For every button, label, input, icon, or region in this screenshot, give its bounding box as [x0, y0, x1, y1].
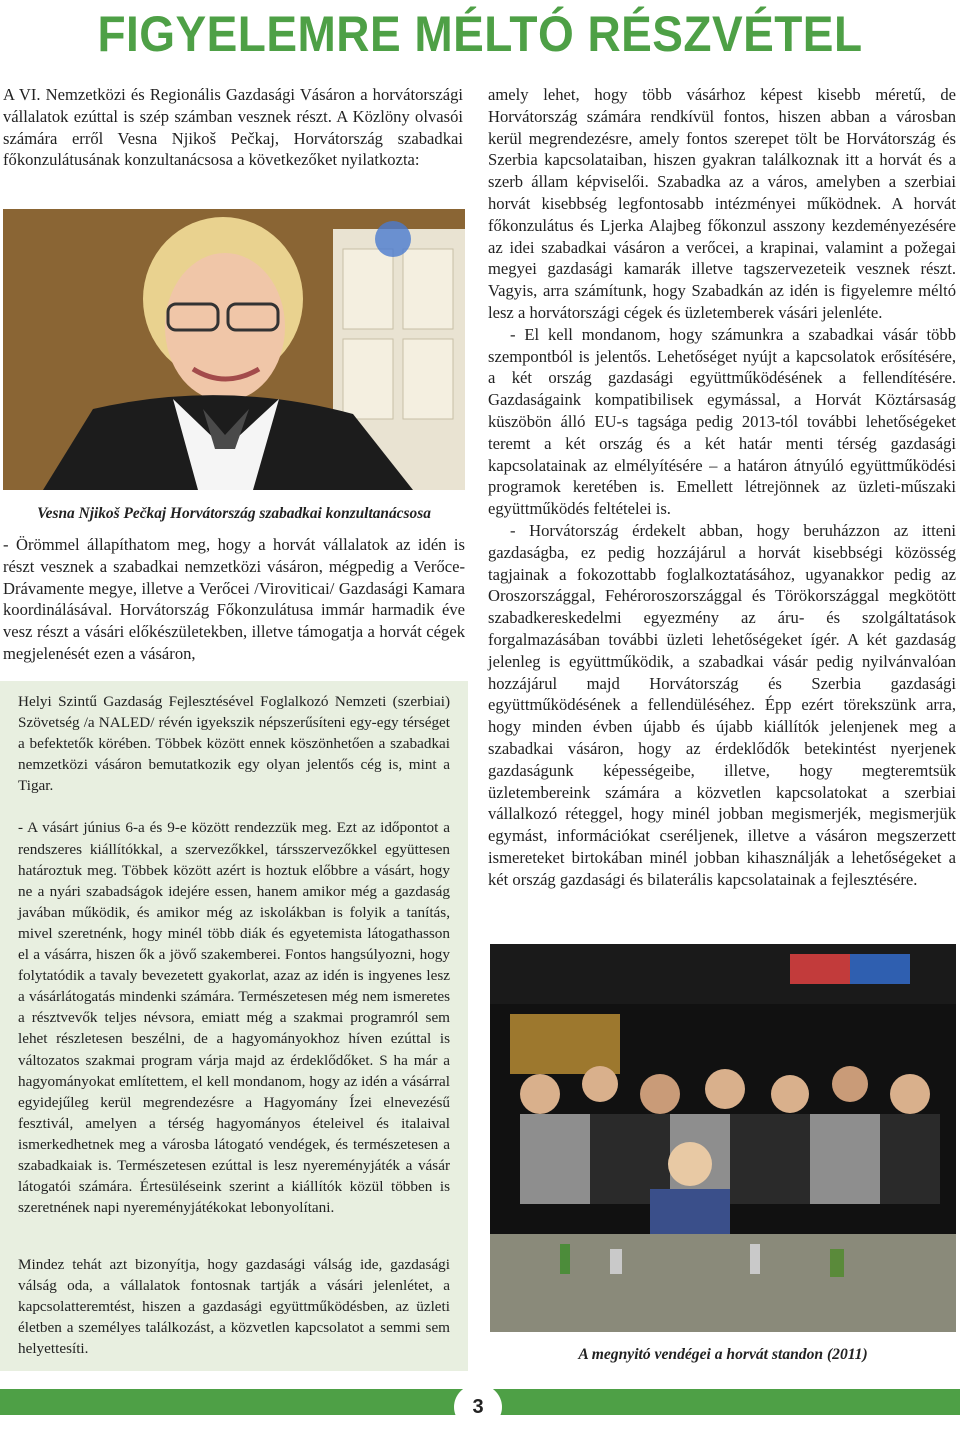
portrait-illustration: [3, 209, 465, 490]
box-paragraph-3: Mindez tehát azt bizonyítja, hogy gazdasági válság ide, gazdasági válság oda, a vállalatok fontosnak tartják a vásári jelenlétet, a kapcsolatteremtést, hiszen a gazdasági együttműködésben, az üzleti életben a személyes találkozást, a közvetlen kapcsolatot a semmi sem helyettesíti.: [18, 1256, 450, 1358]
page-headline: FIGYELEMRE MÉLTÓ RÉSZVÉTEL: [97, 6, 863, 62]
highlight-box-text: [18, 691, 450, 1218]
stand-photo: [490, 944, 956, 1332]
right-paragraph-3: - Horvátország érdekelt abban, hogy beruházzon az itteni gazdaságba, ez pedig hozzájárul a horvát kisebbségi közösség tagjainak a fokozottabb foglalkoztatásához, ugyanakkor pedig az Oroszországgal, Fehéroroszországgal és Törökországgal megkötött szabadkereskedelmi egyezmény az áru- és szolgáltatások forgalmazásában további üzleti lehetőségeket ígér. A két gazdaság jelenleg is együttműködik, a szabadkai vásár pedig nyilvánvalóan hozzájárul majd Horvátország és Szerbia gazdasági együttműködésének a fellendüléséhez. Épp ezért törekszünk arra, hogy minden évben újabb és újabb kiállítók jelenjenek meg a szabadkai vásáron, hogy az érdeklődők betekintést nyerjenek gazdaságunk képességeibe, illetve, hogy megteremtsük üzletembereink számára a közvetlen kapcsolatokat a szerbiai vállalkozó réteggel, hogy minél jobban megismerjék, megismerjük egymást, információkat cseréljenek, illetve a vásáron megszerzett ismereteket birtokában minél jobban kihasználják a lehetőségeket a két ország gazdasági és bilaterális kapcsolatainak a fejlesztésére.: [488, 520, 956, 889]
stand-illustration: [490, 944, 956, 1332]
portrait-caption: Vesna Njikoš Pečkaj Horvátország szabadkai konzultanácsosa: [37, 505, 431, 522]
left-column-paragraph: - Örömmel állapíthatom meg, hogy a horvát vállalatok az idén is részt vesznek a szabadkai nemzetközi vásáron, mégpedig a Verőce-Drávamente megye, illetve a Verőcei /Viroviticai/ Gazdasági Kamara koordinálásával. Horvátország Főkonzulátusa immár harmadik éve vesz részt a vásári előkészületekben, illetve támogatja a horvát cégek megjelenését ezen a vásáron,: [3, 535, 465, 663]
portrait-photo: [3, 209, 465, 490]
stand-photo-caption: A megnyitó vendégei a horvát standon (2011): [578, 1346, 868, 1363]
box-paragraph-2: - A vásárt június 6-a és 9-e között rendezzük meg. Ezt az időpontot a rendszeres kiállítókkal, a szervezőkkel, társszervezőkkel együttesen határoztuk meg. Többek között azért is hoztuk előbbre a vásárt, hogy ne a nyári szabadságok idejére essen, hanem amikor még a gazdaság javában működik, és amikor még az iskolákban is folyik a tanítás, mivel szeretnénk, hogy minél több diák és egyetemista látogathasson el a vásárra, hiszen ők a jövő szakemberei. Fontos hangsúlyozni, hogy folytatódik a tavaly bevezetett gyakorlat, azaz az idén is ingyenes lesz a vásárlátogatás mindenki számára. Természetesen még nem ismeretes a résztvevők teljes névsora, emiatt még a szakmai programról sem lehet részletesen beszélni, de a hagyományokhoz híven ezúttal is változatos szakmai program várja majd az érdeklődőket. S ha már a hagyományokat említettem, el kell mondanom, hogy az idén a vásárral egyidejűleg kerül megrendezésre a Hagyomány Ízei elnevezésű fesztivál, amelyen a térség hagyományos ételeivel és italaival ismerkedhetnek meg a városba látogató vendégek, és természetesen a szabadkaiak is. Természetesen ezúttal is lesz nyereményjáték a vásár látogatói számára. Értesüléseink szerint a kiállítók közül többen is szeretnének napi nyereményjátékokat lebonyolítani.: [18, 819, 450, 1217]
right-paragraph-1: amely lehet, hogy több vásárhoz képest kisebb méretű, de Horvátország számára rendkívül fontos, hiszen abban a városban kerül megrendezésre, amely fontos szerepet tölt be Horvátország és Szerbia kapcsolataiban, hiszen gyakran találkoznak itt a horvát és a szerb állam képviselői. Szabadka az a város, amelyben a szerbiai horvát kisebbség legfontosabb intézményei működnek. A horvát főkonzulátus és Ljerka Alajbeg főkonzul asszony kezdeményezésére az idei szabadkai vásáron a verőcei, a krapinai, valamint a požegai megyei gazdasági kamarák illetve tagszervezeteik vesznek részt. Vagyis, arra számítunk, hogy Szabadkán az idén is figyelemre méltó lesz a horvátországi cégek és üzletemberek vásári jelenléte.: [488, 85, 956, 322]
right-paragraph-2: - El kell mondanom, hogy számunkra a szabadkai vásár több szempontból is jelentős. Lehetőséget nyújt a kapcsolatok erősítésére, a két ország gazdasági együttműködésének a fellendítésére. Gazdaságaink kompatibilisek egymással, a Horvát Köztársaság küszöbön álló EU-s tagsága pedig 2013-tól további lehetőségeket teremt a két ország és a két határ menti térség gazdasági kapcsolatainak az elmélyítésére – a határon átnyúló együttműködési programok keretében is. Emellett létrejönnek az üzleti-műszaki együttműködés feltételei is.: [488, 324, 956, 519]
intro-paragraph: A VI. Nemzetközi és Regionális Gazdasági Vásáron a horvátországi vállalatok ezúttal is szép számban vesznek részt. A Közlöny olvasói számára erről Vesna Njikoš Pečkaj, Horvátország szabadkai főkonzulátusának konzultanácsosa a következőket nyilatkozta:: [3, 85, 463, 170]
box-paragraph-1: Helyi Szintű Gazdaság Fejlesztésével Foglalkozó Nemzeti (szerbiai) Szövetség /a NALED/ révén igyekszik népszerűsíteni egy-egy térséget a befektetők körében. Többek között ennek köszönhetően a szabadkai nemzetközi vásáron bemutatkozik egy olyan jelentős cég is, mint a Tigar.: [18, 693, 450, 795]
right-column: [488, 84, 956, 890]
page-number: 3: [454, 1384, 502, 1430]
